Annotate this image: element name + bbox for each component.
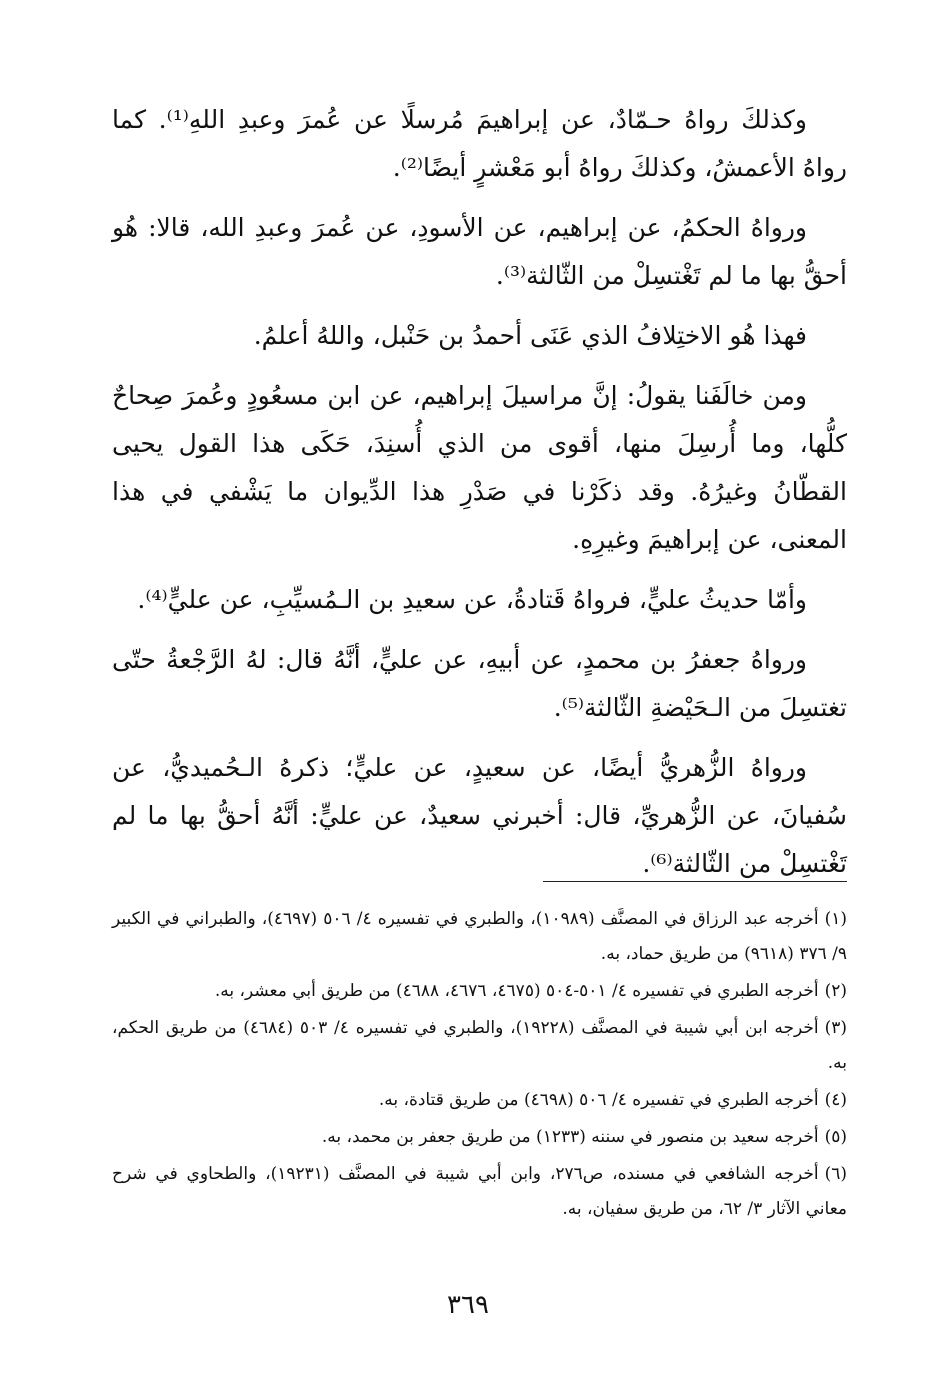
footnotes: [112, 902, 847, 1229]
page-number: ٣٦٩: [447, 1290, 489, 1320]
footnote-6: [112, 1157, 847, 1227]
footnote-text: أخرجه الطبري في تفسيره ٤/ ٥٠٦ (٤٦٩٨) من طريق قتادة، به.: [378, 1090, 819, 1110]
footnote-text: أخرجه الطبري في تفسيره ٤/ ٥٠١-٥٠٤ (٤٦٧٥، ٤٦٧٦، ٤٦٨٨) من طريق أبي معشر، به.: [214, 981, 819, 1001]
footnote-text: أخرجه ابن أبي شيبة في المصنَّف (١٩٢٢٨)، والطبري في تفسيره ٤/ ٥٠٣ (٤٦٨٤) من طريق الحكم، به.: [112, 1018, 847, 1073]
footnote-number: (٤): [824, 1090, 847, 1110]
footnote-1: [112, 902, 847, 972]
paragraph-1: وكذلكَ رواهُ حـمّادٌ، عن إبراهيمَ مُرسلًا عن عُمرَ وعبدِ اللهِ⁽¹⁾. كما رواهُ الأعمشُ، وكذلكَ رواهُ أبو مَعْشرٍ أيضًا⁽²⁾.: [112, 105, 847, 182]
footnote-number: (٢): [824, 981, 847, 1001]
main-text: [112, 96, 847, 900]
footnote-text: أخرجه الشافعي في مسنده، ص٢٧٦، وابن أبي شيبة في المصنَّف (١٩٢٣١)، والطحاوي في شرح معاني الآثار ٣/ ٦٢، من طريق سفيان، به.: [112, 1164, 847, 1219]
footnote-number: (٣): [824, 1018, 847, 1038]
footnote-3: [112, 1011, 847, 1081]
footnote-4: [112, 1083, 847, 1118]
paragraph-4: ومن خالَفَنا يقولُ: إنَّ مراسيلَ إبراهيم، عن ابن مسعُودٍ وعُمرَ صِحاحٌ كلُّها، وما أُرسِلَ منها، أقوى من الذي أُسنِدَ، حَكَى هذا القول يحيى القطّانُ وغيرُهُ. وقد ذكَرْنا في صَدْرِ هذا الدِّيوان ما يَشْفي في هذا المعنى، عن إبراهيمَ وغيرِهِ.: [112, 381, 847, 554]
paragraph-7: ورواهُ الزُّهريُّ أيضًا، عن سعيدٍ، عن عليٍّ؛ ذكرهُ الـحُميديُّ، عن سُفيانَ، عن الزُّهريِّ، قال: أخبرني سعيدٌ، عن عليٍّ: أنَّهُ أحقُّ بها ما لم تَغْتسِلْ من الثّالثة⁽⁶⁾.: [112, 753, 847, 878]
footnote-2: [112, 974, 847, 1009]
footnote-text: أخرجه عبد الرزاق في المصنَّف (١٠٩٨٩)، والطبري في تفسيره ٤/ ٥٠٦ (٤٦٩٧)، والطبراني في الكبير ٩/ ٣٧٦ (٩٦١٨) من طريق حماد، به.: [112, 909, 847, 964]
footnote-5: [112, 1120, 847, 1155]
footnote-divider: [543, 881, 847, 882]
paragraph-5: وأمّا حديثُ عليٍّ، فرواهُ قَتادةُ، عن سعيدِ بن الـمُسيِّبِ، عن عليٍّ⁽⁴⁾.: [137, 585, 807, 614]
footnote-number: (١): [824, 909, 847, 929]
paragraph-2: ورواهُ الحكمُ، عن إبراهيم، عن الأسودِ، عن عُمرَ وعبدِ الله، قالا: هُو أحقُّ بها ما لم تَغْتسِلْ من الثّالثة⁽³⁾.: [112, 213, 847, 290]
paragraph-3: فهذا هُو الاختِلافُ الذي عَنَى أحمدُ بن حَنْبل، واللهُ أعلمُ.: [253, 321, 807, 350]
footnote-number: (٥): [824, 1127, 847, 1147]
paragraph-6: ورواهُ جعفرُ بن محمدٍ، عن أبيهِ، عن عليٍّ، أنَّهُ قال: لهُ الرَّجْعةُ حتّى تغتسِلَ من الـحَيْضةِ الثّالثة⁽⁵⁾.: [112, 645, 847, 722]
footnote-text: أخرجه سعيد بن منصور في سننه (١٢٣٣) من طريق جعفر بن محمد، به.: [321, 1127, 819, 1147]
footnote-number: (٦): [824, 1164, 848, 1184]
